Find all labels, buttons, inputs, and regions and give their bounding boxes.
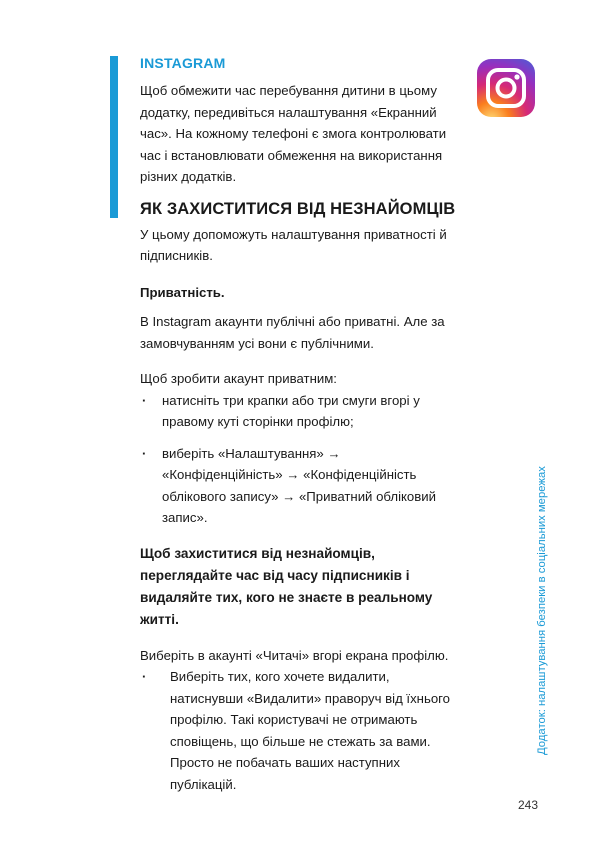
- list-item: · виберіть «Налаштування» → «Конфіденційність» → «Конфіденційність облікового запису» → «Приватний обліковий запис».: [140, 443, 460, 529]
- steps-list: [140, 390, 460, 529]
- list-item: · натисніть три крапки або три смуги вгорі у правому куті сторінки профілю;: [140, 390, 460, 433]
- accent-bar: [110, 56, 118, 218]
- page-number: 243: [518, 798, 539, 812]
- how-to-paragraph: Щоб зробити акаунт приватним:: [140, 371, 337, 386]
- section-heading: ЯК ЗАХИСТИТИСЯ ВІД НЕЗНАЙОМЦІВ: [140, 199, 456, 218]
- lead-paragraph: У цьому допоможуть налаштування приватності й підписників.: [140, 226, 447, 263]
- section-title: INSTAGRAM: [140, 55, 226, 71]
- page-content: [140, 80, 460, 795]
- bold-advice: Щоб захиститися від незнайомців, переглядайте час від часу підписників і видаляйте тих, кого не знаєте в реальному житті.: [140, 545, 433, 627]
- followers-paragraph: Виберіть в акаунті «Читачі» вгорі екрана профілю.: [140, 647, 449, 663]
- intro-paragraph: Щоб обмежити час перебування дитини в цьому додатку, передивіться налаштування «Екранний час». На кожному телефоні є змога контролювати час і встановлювати обмеження на використання різних додатків.: [140, 83, 447, 184]
- instagram-logo-icon: [476, 58, 536, 118]
- list-item: · Виберіть тих, кого хочете видалити, натиснувши «Видалити» праворуч від їхнього профілю. Такі користувачі не отримають сповіщень, що більше не стежать за вами. Просто не побачать ваших наступних публікацій.: [140, 666, 460, 795]
- privacy-paragraph: В Instagram акаунти публічні або приватні. Але за замовчуванням усі вони є публічними.: [140, 314, 445, 351]
- privacy-subheading: Приватність.: [140, 284, 225, 300]
- side-caption: Додаток: налаштування безпеки в соціальних мережах: [536, 466, 548, 755]
- final-steps-list: [140, 666, 460, 795]
